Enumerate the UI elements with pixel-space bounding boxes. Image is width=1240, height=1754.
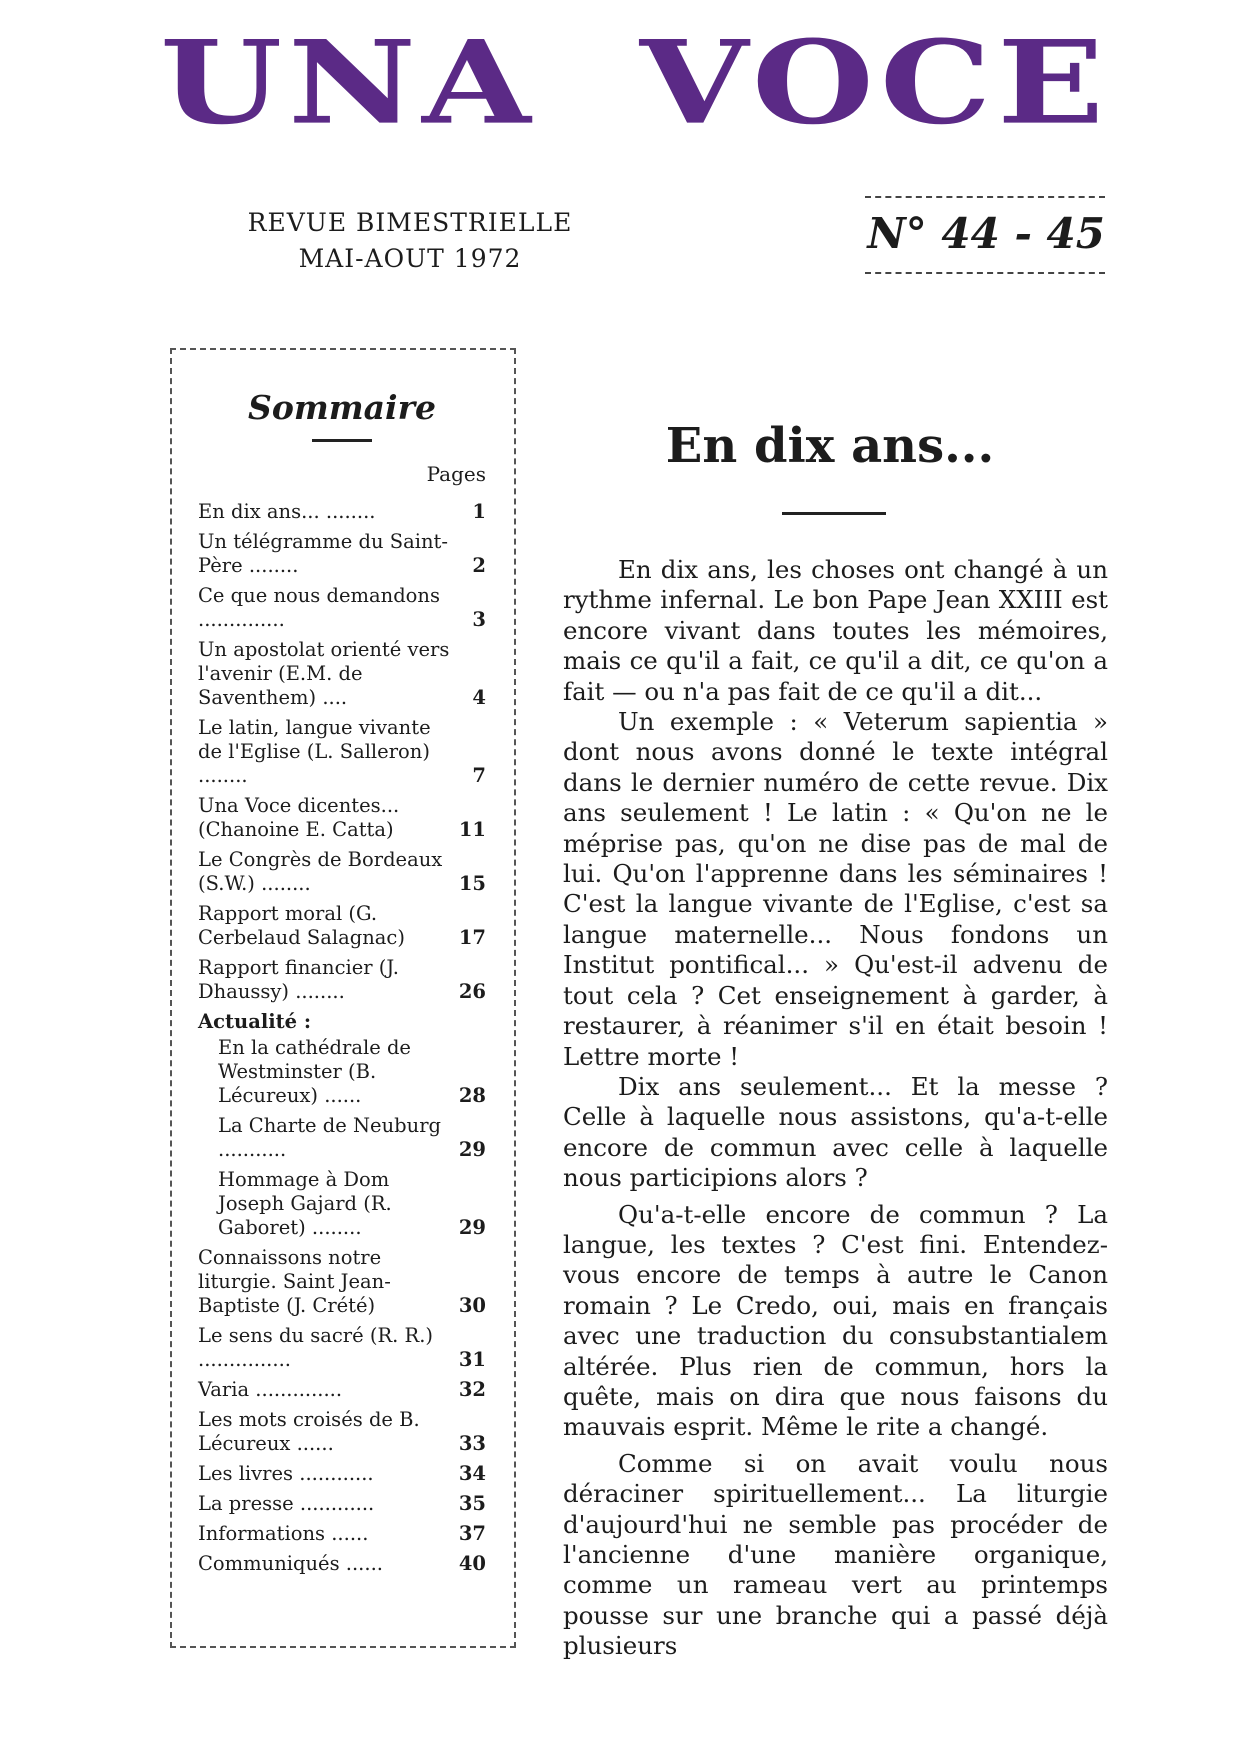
toc-entry [198,1246,486,1318]
toc-entry-page: 31 [458,1348,486,1371]
toc-section-label: Actualité : [198,1010,312,1033]
issue-date: MAI-AOUT 1972 [298,244,522,273]
toc-entry-title: Informations ...... [198,1522,369,1545]
toc-entry-title: La presse ............ [198,1492,375,1515]
toc-entry-title: Una Voce dicentes... (Chanoine E. Catta) [198,794,400,841]
toc-entry-page: 7 [472,764,486,787]
toc-entry [198,638,486,710]
article-paragraph: Comme si on avait voulu nous déraciner spirituellement... La liturgie d'aujourd'hui ne semble pas procéder de l'ancienne d'une manière organique, comme un rameau vert au printemps pousse sur une branche qui a passé déjà plusieurs [563,1448,1108,1661]
toc-entry-page: 29 [458,1216,486,1239]
toc-entry-page: 33 [458,1432,486,1455]
toc-entry [198,1408,486,1456]
toc-entry-title: Connaissons notre liturgie. Saint Jean-Baptiste (J. Crété) [198,1246,391,1317]
masthead-word-1: UNA [160,16,537,151]
toc-entry-title: Le latin, langue vivante de l'Eglise (L. Salleron) ........ [198,716,431,787]
toc-entry-page: 37 [458,1522,486,1545]
toc-entry [198,530,486,578]
toc-entry-page: 3 [472,608,486,631]
toc-pages-header: Pages [426,462,486,486]
toc-entry-page: 17 [458,926,486,949]
toc-entry-title: Rapport moral (G. Cerbelaud Salagnac) [198,902,405,949]
toc-entry-title: En la cathédrale de Westminster (B. Lécureux) ...... [218,1036,411,1107]
toc-entry [198,584,486,632]
toc-entry [198,794,486,842]
toc-entry [198,1168,486,1240]
masthead [160,16,1110,160]
article-body [563,555,1108,1662]
toc-entry-title: Les mots croisés de B. Lécureux ...... [198,1408,420,1455]
toc-entry-page: 32 [458,1378,486,1401]
article-title: En dix ans... [665,418,995,474]
publication-subtitle [240,205,580,277]
issue-rule-bottom [865,272,1105,274]
toc-entry [198,1492,486,1516]
article-title-divider [782,512,886,515]
article-paragraph: En dix ans, les choses ont changé à un rythme infernal. Le bon Pape Jean XXIII est encore vivant dans toutes les mémoires, mais ce qu'il a fait, ce qu'il a dit, ce qu'on a fait — ou n'a pas fait de ce qu'il a dit... [563,555,1108,706]
article-paragraph: Dix ans seulement... Et la messe ? Celle à laquelle nous assistons, qu'a-t-elle encore de commun avec celle à laquelle nous participions alors ? [563,1071,1108,1193]
toc-entry-title: Un apostolat orienté vers l'avenir (E.M. de Saventhem) .... [198,638,450,709]
toc-entry-title: Les livres ............ [198,1462,374,1485]
toc-entry-page: 40 [458,1552,486,1575]
toc-entry-page: 1 [472,500,486,523]
toc-entry [198,1114,486,1162]
toc-entry [198,848,486,896]
toc-entry-page: 11 [458,818,486,841]
toc-entry-title: En dix ans... ........ [198,500,376,523]
toc-entry [198,1462,486,1486]
toc-entry-title: Rapport financier (J. Dhaussy) ........ [198,956,399,1003]
toc-entry-page: 30 [458,1294,486,1317]
toc-entry-page: 2 [472,554,486,577]
toc-entry-page: 26 [458,980,486,1003]
issue-number-box [865,196,1105,296]
toc-entry-title: Ce que nous demandons .............. [198,584,440,631]
article-paragraph: Un exemple : « Veterum sapientia » dont nous avons donné le texte intégral dans le dernier numéro de cette revue. Dix ans seulement ! Le latin : « Qu'on ne le méprise pas, qu'on ne dise pas de mal de lui. Qu'on l'apprenne dans les séminaires ! C'est la langue vivante de l'Eglise, c'est sa langue maternelle... Nous fondons un Institut pontifical... » Qu'est-il advenu de tout cela ? Cet enseignement à garder, à restaurer, à réanimer s'il en était besoin ! Lettre morte ! [563,707,1108,1071]
toc-entry-page: 28 [458,1084,486,1107]
toc-entry-page: 29 [458,1138,486,1161]
masthead-word-2: VOCE [639,16,1110,151]
article-paragraph: Qu'a-t-elle encore de commun ? La langue, les textes ? C'est fini. Entendez-vous encore de temps à autre le Canon romain ? Le Credo, oui, mais en français avec une traduction du consubstantialem altérée. Plus rien de commun, hors la quête, mais on dira que nous faisons du mauvais esprit. Même le rite a changé. [563,1199,1108,1442]
toc-entry [198,902,486,950]
toc-entry-title: Le Congrès de Bordeaux (S.W.) ........ [198,848,443,895]
toc-title: Sommaire [248,388,436,427]
frequency-label: REVUE BIMESTRIELLE [247,208,573,237]
toc-entry-page: 34 [458,1462,486,1485]
toc-entry-title: Varia .............. [198,1378,343,1401]
issue-number: N° 44 - 45 [867,209,1105,258]
toc-entry [198,1378,486,1402]
toc-entry [198,1324,486,1372]
toc-entry-title: Hommage à Dom Joseph Gajard (R. Gaboret) ........ [218,1168,392,1239]
toc-entry [198,1036,486,1108]
toc-entry-page: 35 [458,1492,486,1515]
toc-entry [198,716,486,788]
toc-list [198,500,486,1576]
table-of-contents [170,348,516,1648]
toc-entry-title: La Charte de Neuburg ........... [218,1114,442,1161]
toc-divider [312,439,372,442]
toc-entry-title: Un télégramme du Saint-Père ........ [198,530,448,577]
toc-entry [198,500,486,524]
toc-entry-title: Communiqués ...... [198,1552,383,1575]
toc-entry-page: 15 [458,872,486,895]
toc-entry-page: 4 [472,686,486,709]
toc-entry [198,956,486,1004]
toc-entry [198,1552,486,1576]
toc-entry [198,1522,486,1546]
toc-entry-title: Le sens du sacré (R. R.) ............... [198,1324,434,1371]
